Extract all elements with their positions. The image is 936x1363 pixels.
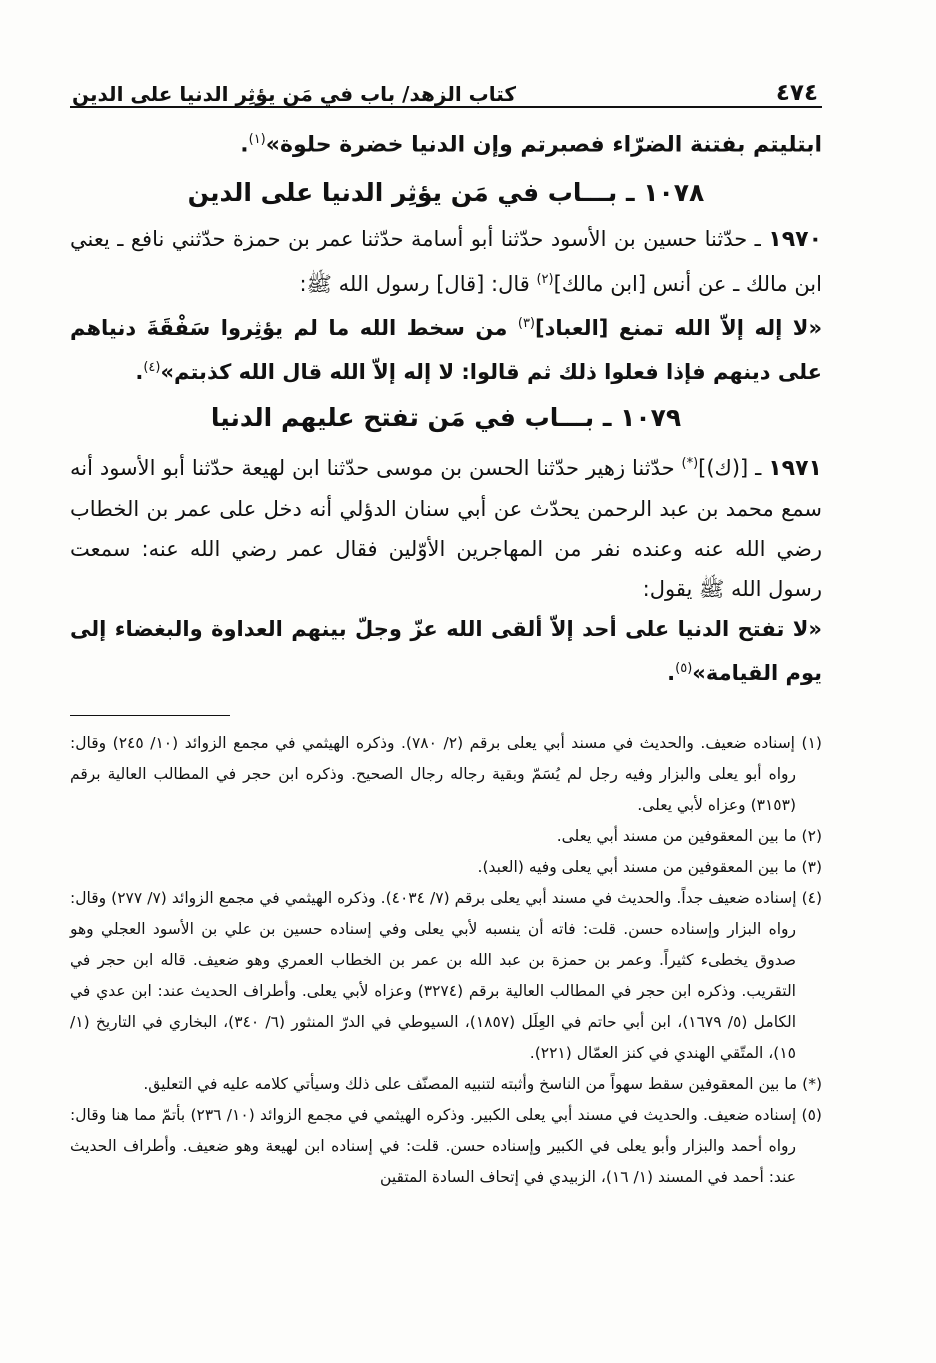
footnote-ref-star[interactable]: (*) xyxy=(681,456,699,472)
footnote-ref-3[interactable]: (٣) xyxy=(517,316,535,332)
hadith-1970-matn: «لا إله إلاّ الله تمنع [العباد]$^{(٣)}$ من سخط الله ما لم يؤثِروا سَفْقَةَ دنياهم على دينهم فإذا فعلوا ذلك ثم قالوا: لا إله إلاّ الله قال الله كذبتم»$^{(٤)}$. xyxy=(70,316,823,385)
hadith-number-1971: ١٩٧١ xyxy=(768,456,822,482)
hadith-1971-isnad: ١٩٧١ ـ [(ك)](*) حدّثنا زهير حدّثنا الحسن بن موسى حدّثنا ابن لهيعة حدّثنا أبو الأسود أنه سمع محمد بن عبد الرحمن يحدّث عن أبي سنان الدؤلي أنه دخل على عمر بن الخطاب رضي الله عنه وعنده نفر من المهاجرين الأوّلين فقال عمر رضي الله عنه: سمعت رسول الله ﷺ يقول: xyxy=(70,456,822,602)
chapter-heading-1078: ١٠٧٨ ـ بـــاب في مَن يؤثِر الدنيا على الدين xyxy=(187,178,705,208)
chapter-heading-1079: ١٠٧٩ ـ بـــاب في مَن تفتح عليهم الدنيا xyxy=(210,403,682,433)
running-title: كتاب الزهد/ باب في مَن يؤثِر الدنيا على الدين xyxy=(72,82,517,106)
footnotes xyxy=(70,728,822,1193)
footnote-star: (*) ما بين المعقوفين سقط سهواً من الناسخ وأثبته لتنبيه المصنّف على ذلك وسيأتي كلامه عليه في التعليق. xyxy=(143,1075,822,1094)
footnote-2: (٢) ما بين المعقوفين من مسند أبي يعلى. xyxy=(556,827,822,846)
footnote-separator xyxy=(70,715,230,716)
footnote-4: (٤) إسناده ضعيف جداً. والحديث في مسند أبي يعلى برقم (٧/ ٤٠٣٤). وذكره الهيثمي في مجمع الزوائد (٧/ ٢٧٧) وقال: رواه البزار وإسناده حسن. قلت: فاته أن ينسبه لأبي يعلى وفي إسناده حسين بن علي بن الأسود العجلي وهو صدوق يخطىء كثيراً. وعمر بن حمزة بن عبد الله بن عمر بن الخطاب العمري وهو ضعيف. قاله ابن حجر في التقريب. وذكره ابن حجر في المطالب العالية برقم (٣٢٧٤) وعزاه لأبي يعلى. وأطراف الحديث عند: ابن عدي في الكامل (٥/ ١٦٧٩)، ابن أبي حاتم في العِلَل (١٨٥٧)، السيوطي في الدرّ المنثور (٦/ ٣٤٠)، البخاري في التاريخ (١/ ١٥)، المتّقي الهندي في كنز العمّال (٢٢١). xyxy=(70,889,823,1063)
footnote-ref-5[interactable]: (٥) xyxy=(675,661,693,677)
opening-line: ابتليتم بفتنة الضرّاء فصبرتم وإن الدنيا خضرة حلوة»$^{(١)}$. xyxy=(240,132,822,158)
footnote-ref-1[interactable]: (١) xyxy=(248,132,266,147)
hadith-1970-isnad: ١٩٧٠ ـ حدّثنا حسين بن الأسود حدّثنا أبو أسامة حدّثنا عمر بن حمزة حدّثني نافع ـ يعني ابن مالك ـ عن أنس [ابن مالك]$^{(٢)}$ قال: [قال] رسول الله ﷺ: xyxy=(70,227,822,297)
footnote-ref-2[interactable]: (٢) xyxy=(536,272,554,288)
footnote-1: (١) إسناده ضعيف. والحديث في مسند أبي يعلى برقم (٢/ ٧٨٠). وذكره الهيثمي في مجمع الزوائد (١٠/ ٢٤٥) وقال: رواه أبو يعلى والبزار وفيه رجل لم يُسَمّ وبقية رجاله رجال الصحيح. وذكره ابن حجر في المطالب العالية برقم (٣١٥٣) وعزاه لأبي يعلى. xyxy=(70,734,822,815)
page-header xyxy=(70,70,822,108)
main-text xyxy=(70,118,822,693)
footnote-ref-4[interactable]: (٤) xyxy=(143,360,161,376)
hadith-1971-matn: «لا تفتح الدنيا على أحد إلاّ ألقى الله عزّ وجلّ بينهم العداوة والبغضاء إلى يوم القيامة»$^{(٥)}$. xyxy=(70,617,822,686)
book-page xyxy=(70,70,822,1350)
page-number: ٤٧٤ xyxy=(775,80,818,106)
footnote-3: (٣) ما بين المعقوفين من مسند أبي يعلى وفيه (العبد). xyxy=(477,858,822,877)
hadith-number-1970: ١٩٧٠ xyxy=(768,227,822,253)
footnote-5: (٥) إسناده ضعيف. والحديث في مسند أبي يعلى الكبير. وذكره الهيثمي في مجمع الزوائد (١٠/ ٢٣٦) بأتمّ مما هنا وقال: رواه أحمد والبزار وأبو يعلى في الكبير وإسناده حسن. قلت: في إسناده ابن لهيعة وهو ضعيف. وأطراف الحديث عند: أحمد في المسند (١/ ١٦)، الزبيدي في إتحاف السادة المتقين xyxy=(70,1106,822,1187)
